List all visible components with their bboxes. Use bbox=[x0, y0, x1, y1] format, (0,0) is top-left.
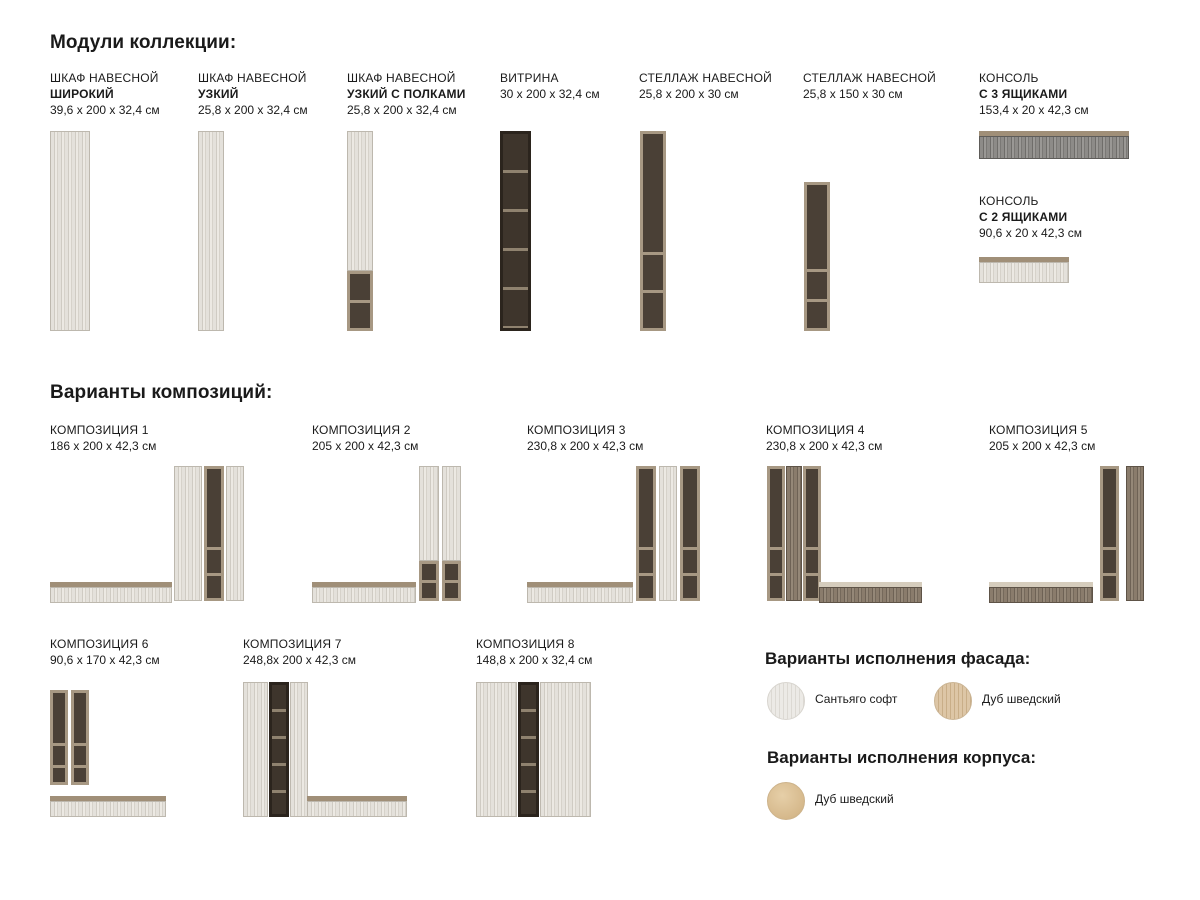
composition-image-5 bbox=[989, 466, 1145, 603]
facade-label-swedish-oak: Дуб шведский bbox=[982, 692, 1061, 706]
body-label-swedish-oak: Дуб шведский bbox=[815, 792, 894, 806]
module-image-wide-cabinet bbox=[50, 131, 90, 331]
composition-label-2: КОМПОЗИЦИЯ 2 205 х 200 х 42,3 см bbox=[312, 423, 419, 453]
composition-label-7: КОМПОЗИЦИЯ 7 248,8х 200 х 42,3 см bbox=[243, 637, 356, 667]
module-image-vitrine bbox=[500, 131, 531, 331]
module-image-rack-150 bbox=[804, 182, 830, 331]
composition-image-4 bbox=[767, 466, 923, 603]
module-image-narrow-cabinet-shelves bbox=[347, 131, 373, 331]
module-label-rack-200: СТЕЛЛАЖ НАВЕСНОЙ 25,8 х 200 х 30 см bbox=[639, 71, 772, 101]
module-label-console-3: КОНСОЛЬ С 3 ЯЩИКАМИ 153,4 х 20 х 42,3 см bbox=[979, 71, 1089, 117]
module-image-console-2 bbox=[979, 257, 1069, 283]
composition-label-3: КОМПОЗИЦИЯ 3 230,8 х 200 х 42,3 см bbox=[527, 423, 644, 453]
facade-swatch-santiago-soft bbox=[767, 682, 805, 720]
module-label-vitrine: ВИТРИНА 30 х 200 х 32,4 см bbox=[500, 71, 600, 101]
module-label-narrow-cabinet-shelves: ШКАФ НАВЕСНОЙ УЗКИЙ С ПОЛКАМИ 25,8 х 200 х 32,4 см bbox=[347, 71, 466, 117]
composition-label-1: КОМПОЗИЦИЯ 1 186 х 200 х 42,3 см bbox=[50, 423, 157, 453]
module-label-rack-150: СТЕЛЛАЖ НАВЕСНОЙ 25,8 х 150 х 30 см bbox=[803, 71, 936, 101]
module-image-console-3 bbox=[979, 131, 1129, 159]
compositions-heading: Варианты композиций: bbox=[50, 382, 273, 403]
composition-label-5: КОМПОЗИЦИЯ 5 205 х 200 х 42,3 см bbox=[989, 423, 1096, 453]
composition-image-1 bbox=[50, 466, 246, 603]
composition-image-6 bbox=[50, 690, 167, 817]
composition-label-6: КОМПОЗИЦИЯ 6 90,6 х 170 х 42,3 см bbox=[50, 637, 160, 667]
composition-image-3 bbox=[527, 466, 702, 603]
module-image-rack-200 bbox=[640, 131, 666, 331]
composition-image-2 bbox=[312, 466, 462, 603]
facade-options-heading: Варианты исполнения фасада: bbox=[765, 649, 1031, 668]
module-label-console-2: КОНСОЛЬ С 2 ЯЩИКАМИ 90,6 х 20 х 42,3 см bbox=[979, 194, 1082, 240]
module-label-narrow-cabinet: ШКАФ НАВЕСНОЙ УЗКИЙ 25,8 х 200 х 32,4 см bbox=[198, 71, 308, 117]
body-options-heading: Варианты исполнения корпуса: bbox=[767, 748, 1037, 767]
composition-image-8 bbox=[476, 682, 592, 817]
body-swatch-swedish-oak bbox=[767, 782, 805, 820]
module-image-narrow-cabinet bbox=[198, 131, 224, 331]
module-label-wide-cabinet: ШКАФ НАВЕСНОЙ ШИРОКИЙ 39,6 х 200 х 32,4 см bbox=[50, 71, 160, 117]
modules-heading: Модули коллекции: bbox=[50, 32, 237, 53]
composition-label-4: КОМПОЗИЦИЯ 4 230,8 х 200 х 42,3 см bbox=[766, 423, 883, 453]
facade-label-santiago-soft: Сантьяго софт bbox=[815, 692, 898, 706]
facade-swatch-swedish-oak bbox=[934, 682, 972, 720]
composition-label-8: КОМПОЗИЦИЯ 8 148,8 х 200 х 32,4 см bbox=[476, 637, 593, 667]
composition-image-7 bbox=[243, 682, 408, 817]
